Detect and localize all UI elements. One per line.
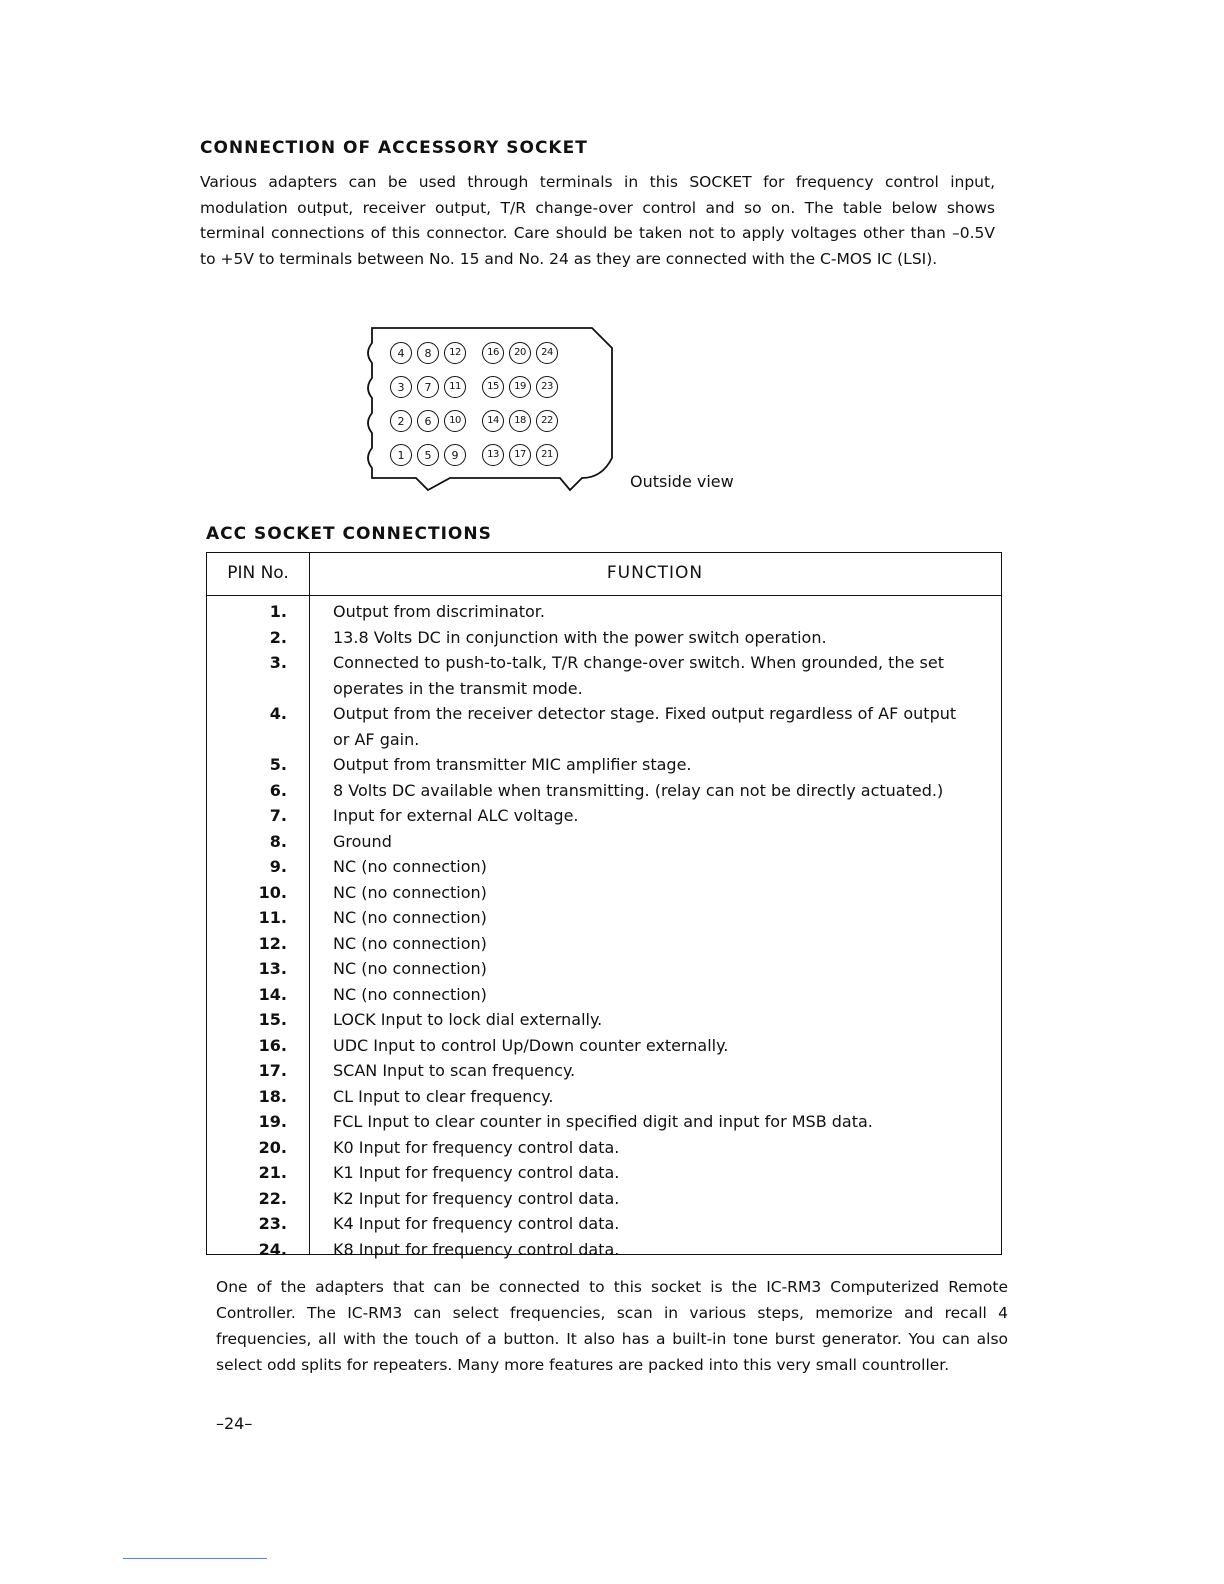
table-row [207, 1033, 1001, 1059]
table-body [207, 599, 1001, 1262]
pin-number: 18. [258, 1086, 287, 1106]
pin-function: FCL Input to clear counter in specified digit and input for MSB data. [333, 1112, 873, 1131]
pin-number: 19. [258, 1112, 287, 1131]
socket-pin: 19 [509, 376, 531, 398]
table-row [207, 752, 1001, 778]
page-number: –24– [216, 1414, 253, 1433]
pin-function: LOCK Input to lock dial externally. [333, 1010, 603, 1029]
pin-number: 22. [258, 1188, 287, 1208]
pin-row-third [390, 410, 563, 440]
table-row [207, 1186, 1001, 1212]
pin-number: 15. [258, 1010, 287, 1029]
socket-pin: 2 [390, 410, 412, 432]
pin-number: 11. [258, 908, 287, 927]
table-row [207, 701, 1001, 752]
table-row [207, 650, 1001, 701]
socket-pin: 15 [482, 376, 504, 398]
pin-function: CL Input to clear frequency. [333, 1086, 554, 1106]
pin-number: 4. [269, 704, 287, 723]
pin-number: 16. [258, 1035, 287, 1055]
socket-pin: 11 [444, 376, 466, 398]
socket-pin: 16 [482, 342, 504, 364]
pin-function: K4 Input for frequency control data. [333, 1214, 620, 1233]
table-row [207, 880, 1001, 906]
pin-function: Connected to push-to-talk, T/R change-over switch. When grounded, the set operates in the transmit mode. [333, 653, 944, 698]
pin-function: K8 Input for frequency control data. [333, 1239, 620, 1259]
pin-function: K2 Input for frequency control data. [333, 1188, 620, 1208]
socket-pin: 13 [482, 444, 504, 466]
pin-function: NC (no connection) [333, 933, 487, 953]
closing-paragraph: One of the adapters that can be connected to this socket is the IC-RM3 Computerized Remote Controller. The IC-RM3 can select frequencies, scan in various steps, memorize and recall 4 frequencies, all with the touch of a button. It also has a built-in tone burst generator. You can also select odd splits for repeaters. Many more features are packed into this very small countroller. [216, 1278, 1008, 1374]
pin-function: K1 Input for frequency control data. [333, 1163, 620, 1182]
pin-function: Input for external ALC voltage. [333, 806, 579, 825]
socket-pin: 23 [536, 376, 558, 398]
table-row [207, 1135, 1001, 1161]
socket-pin: 8 [417, 342, 439, 364]
socket-pin: 1 [390, 444, 412, 466]
table-row [207, 1160, 1001, 1186]
table-row [207, 803, 1001, 829]
table-row [207, 829, 1001, 855]
table-row [207, 931, 1001, 957]
pin-number: 2. [269, 627, 287, 647]
socket-pin: 7 [417, 376, 439, 398]
pin-number: 10. [258, 882, 287, 902]
pin-number: 3. [269, 653, 287, 672]
pin-function: SCAN Input to scan frequency. [333, 1061, 576, 1080]
pin-number: 21. [258, 1163, 287, 1182]
pin-number: 24. [258, 1239, 287, 1259]
pin-number: 7. [269, 806, 287, 825]
pin-row-second [390, 376, 563, 406]
pin-number: 17. [258, 1061, 287, 1080]
socket-pin: 6 [417, 410, 439, 432]
pin-function: Ground [333, 831, 392, 851]
pin-function: NC (no connection) [333, 857, 487, 876]
socket-pin: 20 [509, 342, 531, 364]
table-row [207, 1211, 1001, 1237]
socket-pin: 4 [390, 342, 412, 364]
table-row [207, 956, 1001, 982]
socket-pin: 18 [509, 410, 531, 432]
table-row [207, 905, 1001, 931]
pin-number: 5. [269, 755, 287, 774]
pin-number: 14. [258, 984, 287, 1004]
table-row [207, 625, 1001, 651]
pin-function: 8 Volts DC available when transmitting. (relay can not be directly actuated.) [333, 780, 944, 800]
pin-function: Output from the receiver detector stage. Fixed output regardless of AF output or AF gain. [333, 704, 957, 749]
table-row [207, 1237, 1001, 1263]
socket-pin: 10 [444, 410, 466, 432]
pin-number: 20. [258, 1137, 287, 1157]
socket-pin: 24 [536, 342, 558, 364]
socket-pin: 12 [444, 342, 466, 364]
table-row [207, 1058, 1001, 1084]
socket-pin: 5 [417, 444, 439, 466]
socket-pin: 14 [482, 410, 504, 432]
pin-number: 6. [269, 780, 287, 800]
pin-number: 9. [269, 857, 287, 876]
accessory-socket-diagram [360, 318, 620, 503]
pin-number: 23. [258, 1214, 287, 1233]
table-row [207, 1007, 1001, 1033]
header-rule [207, 595, 1001, 596]
table-row [207, 982, 1001, 1008]
table-title: ACC SOCKET CONNECTIONS [206, 524, 492, 544]
diagram-caption: Outside view [630, 472, 734, 491]
table-row [207, 599, 1001, 625]
socket-pin: 3 [390, 376, 412, 398]
pin-function: 13.8 Volts DC in conjunction with the power switch operation. [333, 627, 827, 647]
pin-number: 1. [269, 602, 287, 621]
acc-socket-table [206, 552, 1002, 1259]
header-function: FUNCTION [606, 563, 704, 583]
pin-function: Output from discriminator. [333, 602, 545, 621]
pin-row-top [390, 342, 563, 372]
header-pin-no: PIN No. [227, 563, 289, 583]
pin-function: NC (no connection) [333, 882, 487, 902]
pin-function: NC (no connection) [333, 908, 487, 927]
intro-paragraph: Various adapters can be used through terminals in this SOCKET for frequency control input, modulation output, receiver output, T/R change-over control and so on. The table below shows terminal connections of this connector. Care should be taken not to apply voltages other than –0.5V to +5V to terminals between No. 15 and No. 24 as they are connected with the C-MOS IC (LSI). [200, 173, 995, 268]
pin-function: UDC Input to control Up/Down counter externally. [333, 1035, 729, 1055]
pin-function: Output from transmitter MIC amplifier stage. [333, 755, 692, 774]
pin-number: 12. [258, 933, 287, 953]
socket-pin: 22 [536, 410, 558, 432]
socket-pin: 9 [444, 444, 466, 466]
pin-row-bottom [390, 444, 563, 474]
socket-pin: 21 [536, 444, 558, 466]
table-row [207, 1109, 1001, 1135]
pin-number: 8. [269, 831, 287, 851]
pin-function: NC (no connection) [333, 984, 487, 1004]
table-row [207, 1084, 1001, 1110]
footer-rule [123, 1558, 267, 1559]
pin-function: K0 Input for frequency control data. [333, 1137, 620, 1157]
socket-pin: 17 [509, 444, 531, 466]
table-row [207, 778, 1001, 804]
table-row [207, 854, 1001, 880]
pin-number: 13. [258, 959, 287, 978]
pin-function: NC (no connection) [333, 959, 487, 978]
section-title: CONNECTION OF ACCESSORY SOCKET [200, 138, 588, 158]
